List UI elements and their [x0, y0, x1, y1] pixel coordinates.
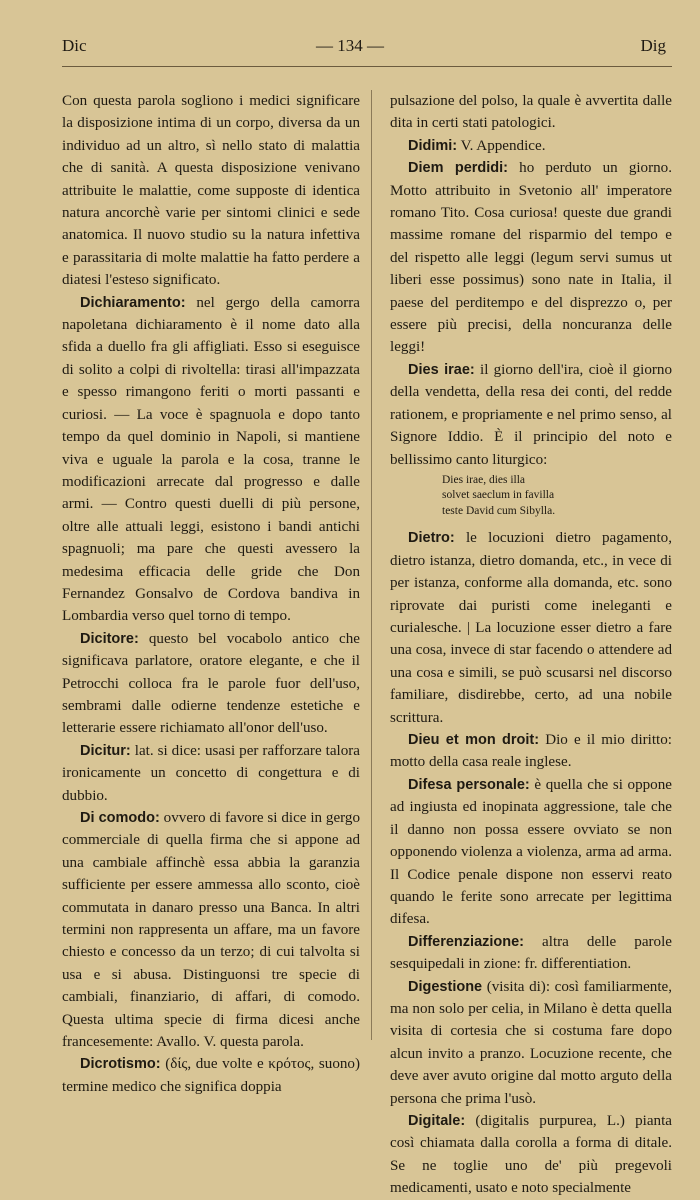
entry-term: Digestione: [408, 978, 483, 995]
entry: [62, 628, 360, 740]
entry: [390, 774, 672, 931]
entry: pulsazione del polso, la quale è avvertita dalle dita in certi stati patologici.: [390, 93, 672, 132]
entry: Con questa parola sogliono i medici significare la disposizione intima di un corpo, diversa da un individuo ad un altro, sì nello stato di malattia che di sanità. A questa disposizione venivano attribuite le malattie, come supposte di identica natura ancorchè varie per sintomi clinici e sede anatomica. Il nuovo studio su la natura infettiva e parassitaria di molte malattie ha fatto perdere a diatesi l'esteso significato.: [62, 93, 360, 289]
entry: [62, 740, 360, 807]
entry-text: nel gergo della camorra napoletana dichiaramento è il nome dato alla sfida a duello fra gli affigliati. Esso si eseguisce di solito a colpi di rivoltella: tirasi all'impazzata e spesso rimangono feriti o morti passanti e curiosi. — La voce è spagnuola e dopo tanto tempo da quel dominio in Napoli, si mantiene viva e uguale la parola e la cosa, tranne le modificazioni arrecate dal progresso e dalle armi. — Contro questi duelli di più persone, oltre alle attuali leggi, esistono i bandi antichi spagnuoli; ma pare che questi avessero la medesima efficacia delle gride che Don Fernandez Gonsalvo de Cordova bandiva in Lombardia verso quel torno di tempo.: [62, 294, 360, 625]
entry-text: il giorno dell'ira, cioè il giorno della vendetta, della resa dei conti, del redde rationem, e propriamente e nel primo senso, al Signore Iddio. È il principio del noto e bellissimo canto liturgico:: [390, 361, 672, 468]
entry-text: questo bel vocabolo antico che significava parlatore, oratore elegante, e che il Petrocchi colloca fra le parole fuor dell'uso, sembrami dalle odierne tendenze estetiche e letterarie essere richiamato all'onor dell'uso.: [62, 630, 360, 737]
quote-line: Dies irae, dies illa: [442, 473, 526, 486]
entry-text: è quella che si oppone ad ingiusta ed inopinata aggressione, tale che il danno non possa essere ovviato se non opponendo violenza a violenza, arma ad arma. Il Codice penale dispone non esservi reato quando le ferite sono arrecate per legittima difesa.: [390, 776, 672, 928]
header-left-guideword: Dic: [62, 36, 87, 55]
entry: [390, 729, 672, 774]
header-rule: [62, 66, 672, 67]
entry-term: Difesa personale:: [408, 776, 530, 793]
right-column: [390, 90, 672, 1200]
entry-term: Dies irae:: [408, 361, 475, 378]
entry-term: Dichiaramento:: [80, 294, 186, 311]
header-right-guideword: Dig: [640, 36, 666, 55]
entry: [390, 135, 672, 157]
entry-text: Dio e il mio diritto: motto della casa reale inglese.: [390, 732, 672, 771]
entry-term: Dieu et mon droit:: [408, 732, 540, 749]
entry-term: Dicitore:: [80, 630, 139, 647]
page-number: — 134 —: [316, 36, 384, 55]
entry: [390, 157, 672, 359]
entry: [390, 359, 672, 471]
entry-text: ho perduto un giorno. Motto attribuito in Svetonio all' imperatore romano Tito. Cosa curiosa! queste due grandi massime romane del risparmio del tempo e del rispetto alle leggi (legum servi sumus ut liberi esse possimus) sono nate in Italia, il paese del perditempo e del disprezzo o, per essere più precisi, della noncuranza delle leggi!: [390, 160, 672, 356]
entry-text: V. Appendice.: [457, 137, 546, 154]
entry: [62, 292, 360, 628]
entry: [390, 976, 672, 1110]
entry-text: altra delle parole sesquipedali in zione: fr. differentiation.: [390, 933, 672, 973]
quote-line: solvet saeclum in favilla: [442, 489, 555, 502]
entry: [390, 527, 672, 729]
entry-text: ovvero di favore si dice in gergo commerciale di quella firma che si appone ad una cambiale affinchè essa abbia la garanzia sufficiente per essere ammessa allo sconto, cioè commutata in danaro presso una Banca. In altri termini non rappresenta un affare, ma un favore chiesto e concesso da un terzo; di cui talvolta si usa e si abusa. Distinguonsi tre specie di cambiali, finanziario, di affari, di comodo. Questa ultima specie di firma dicesi anche francesemente: Avallo. V. questa parola.: [62, 810, 361, 1051]
entry-term: Dicrotismo:: [80, 1056, 161, 1073]
entry-term: Digitale:: [408, 1112, 466, 1129]
entry-term: Dicitur:: [80, 742, 131, 759]
page-header: [0, 36, 700, 60]
entry-term: Diem perdidi:: [408, 160, 509, 177]
entry-text: (visita di): così familiarmente, ma non solo per celia, in Milano è detta quella visita di cortesia che si costuma fare dopo alcun invito a pranzo. Locuzione recente, che deve aver avuto origine dal motto arguto della persona che prima l'usò.: [390, 978, 672, 1107]
entry-text: (δίς, due volte e κρότος, suono) termine medico che significa doppia: [62, 1056, 360, 1095]
entry: [62, 807, 360, 1053]
entry: [62, 1053, 360, 1098]
entry-term: Differenziazione:: [408, 933, 525, 950]
column-divider: [371, 90, 372, 1040]
entry-text: lat. si dice: usasi per rafforzare talora ironicamente un concetto di congettura e di dubbio.: [62, 742, 360, 804]
quote-line: teste David cum Sibylla.: [442, 504, 556, 517]
entry-text: (digitalis purpurea, L.) pianta così chiamata dalla corolla a forma di ditale. Se ne toglie uno de' più pregevoli medicamenti, usato e noto specialmente: [390, 1112, 672, 1197]
entry: [390, 1110, 672, 1200]
left-column: [62, 90, 360, 1098]
entry-term: Di comodo:: [80, 810, 160, 826]
entry-term: Didimi:: [408, 137, 458, 154]
entry-term: Dietro:: [408, 530, 455, 547]
hymn-quote: [442, 473, 672, 520]
entry: [390, 931, 672, 976]
entry-text: le locuzioni dietro pagamento, dietro istanza, dietro domanda, etc., in vece di per istanza, conforme alla domanda, etc. sono riprovate dai puristi come ineleganti e curialesche. | La locuzione esser dietro a fare una cosa, invece di star facendo o attendere ad una cosa e simili, se può scusarsi nel discorso familiare, disdirebbe, certo, ad una nobile scrittura.: [390, 530, 672, 726]
